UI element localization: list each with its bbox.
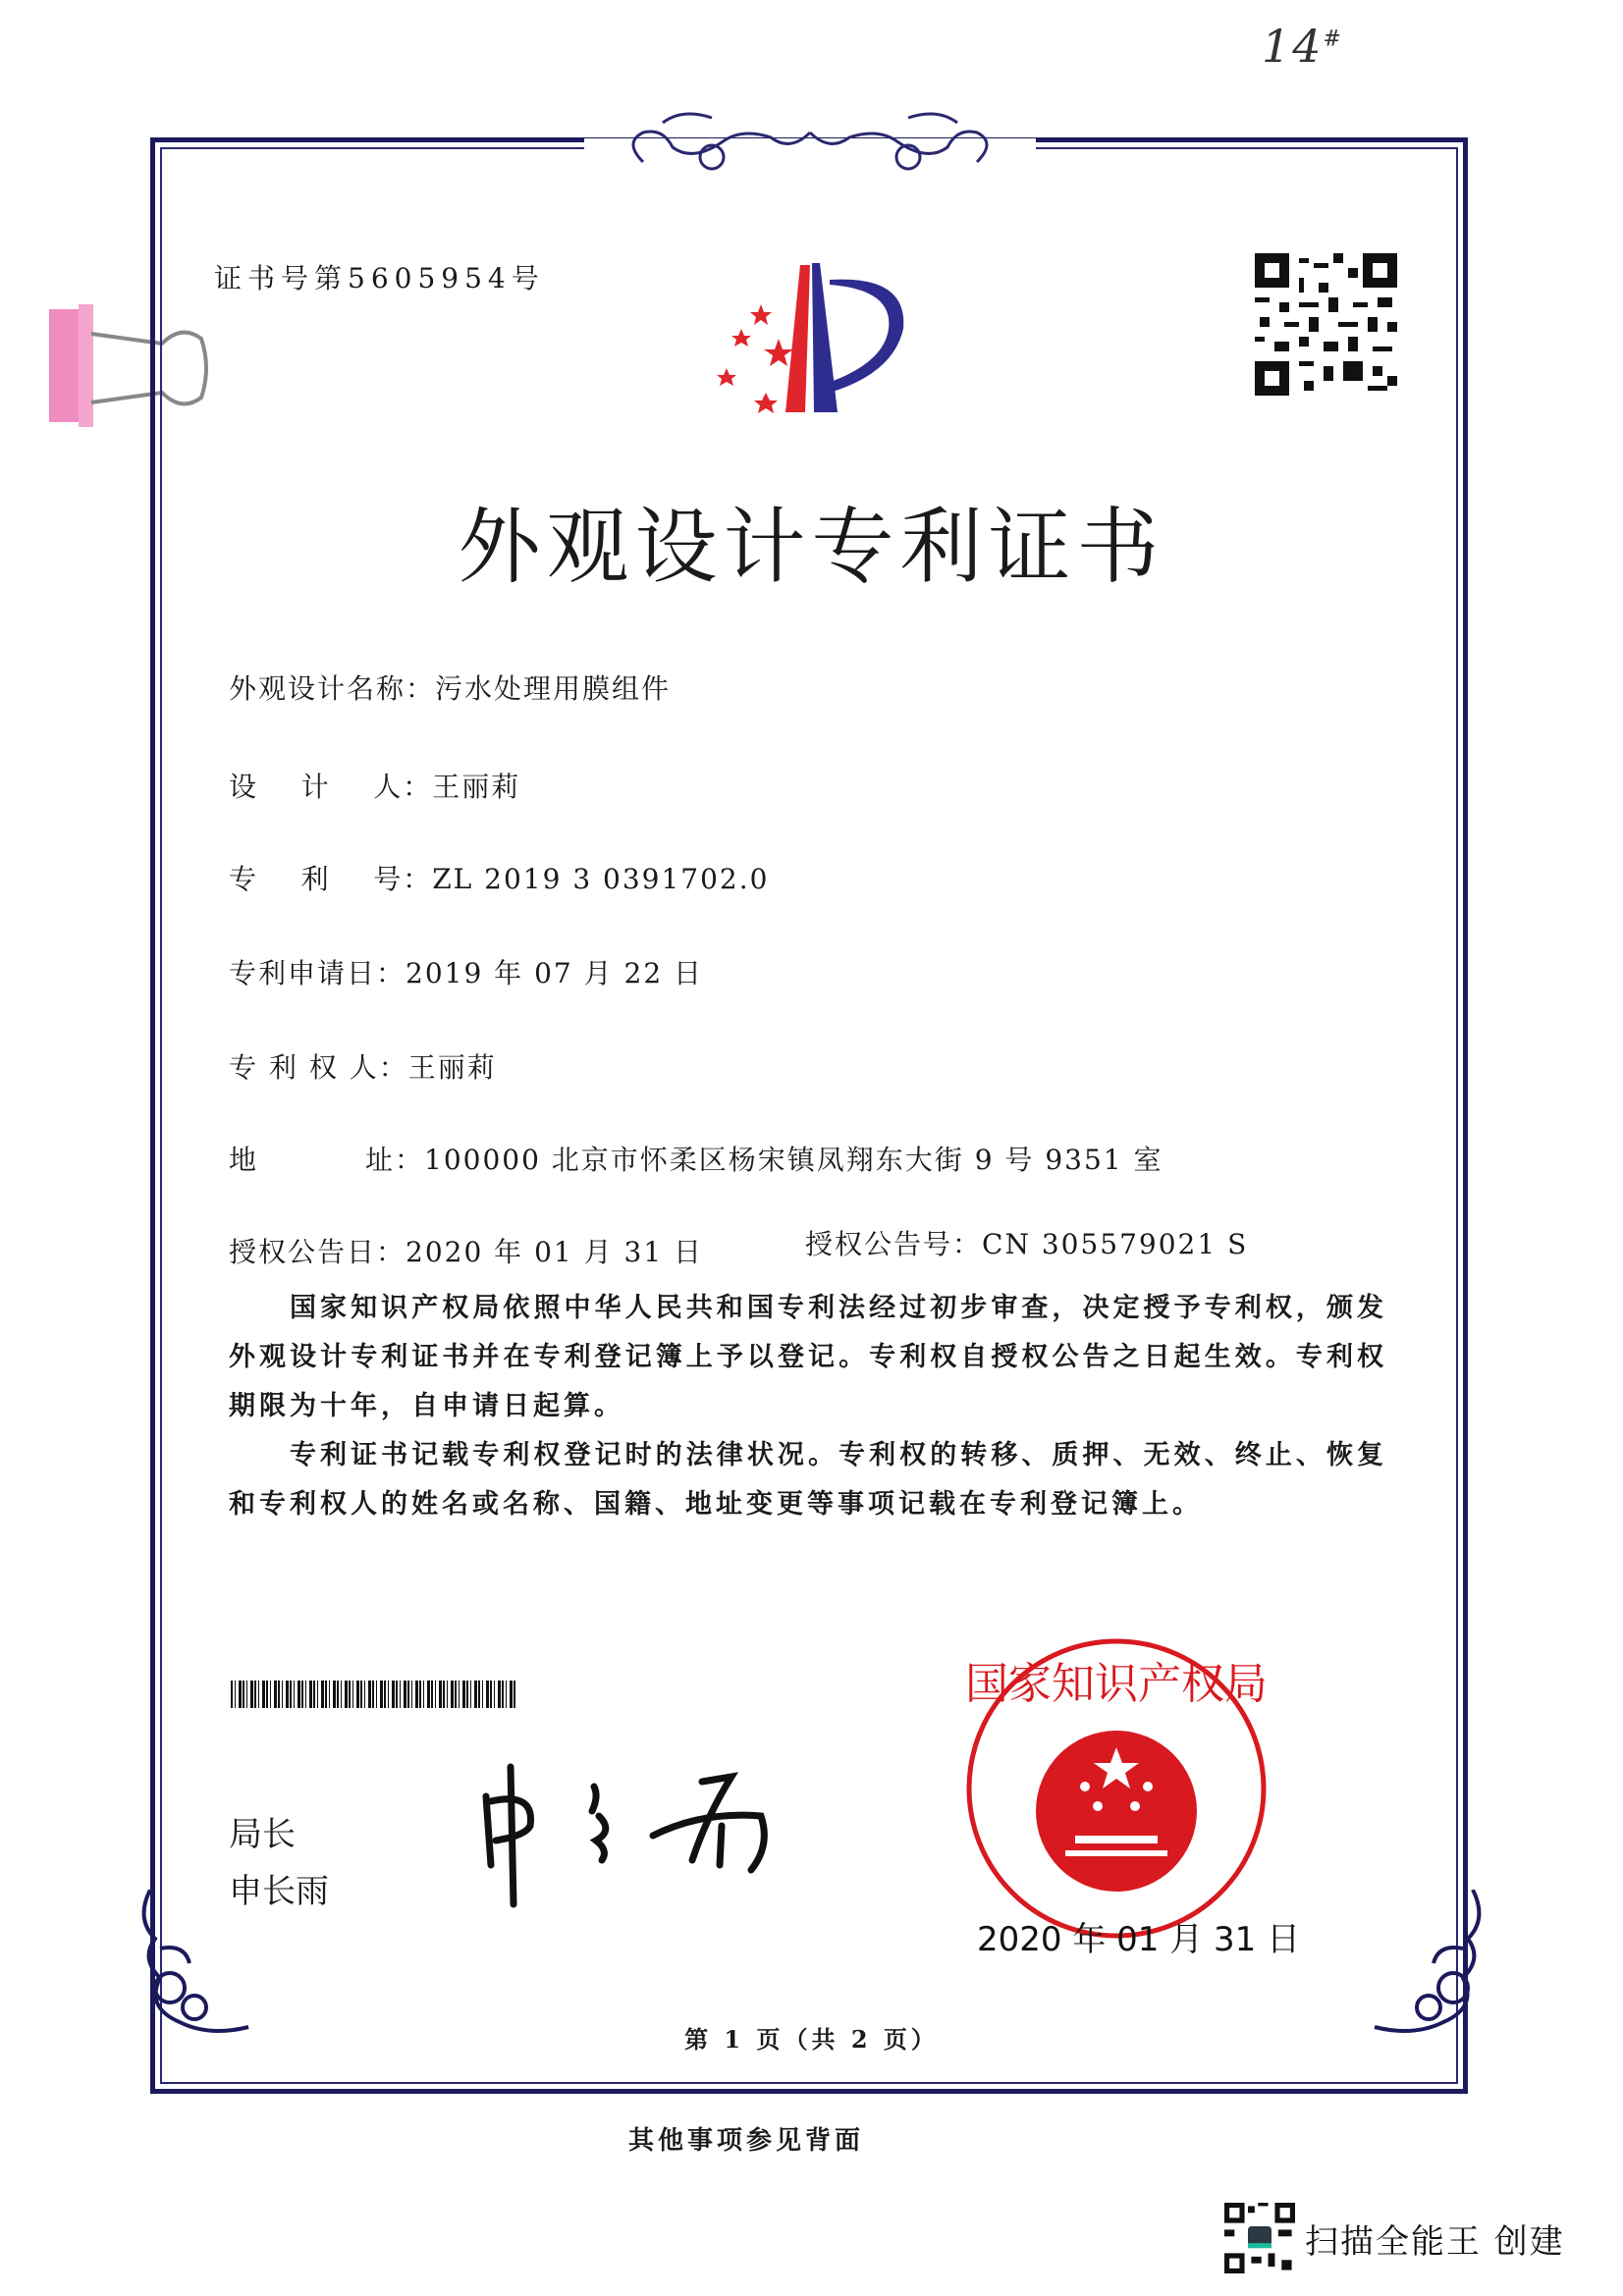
scanner-watermark-text: 扫描全能王 创建	[1305, 2221, 1565, 2262]
page-indicator: 第 1 页（共 2 页）	[684, 2025, 939, 2054]
field-grant-date: 授权公告日：2020 年 01 月 31 日	[229, 1236, 704, 1268]
barcode	[231, 1681, 515, 1708]
handwritten-mark: 14#	[1262, 20, 1343, 73]
director-name: 申长雨	[229, 1872, 329, 1911]
legal-status-paragraph: 专利证书记载专利权登记时的法律状况。专利权的转移、质押、无效、终止、恢复和专利权人的姓名或名称、国籍、地址变更等事项记载在专利登记簿上。	[229, 1440, 1387, 1520]
official-seal	[957, 1629, 1276, 1953]
see-reverse-note: 其他事项参见背面	[628, 2126, 865, 2156]
cnipa-logo-icon	[692, 245, 928, 422]
director-signature	[476, 1757, 800, 1914]
field-patentee: 专 利 权 人：王丽莉	[229, 1051, 497, 1084]
certificate-number: 证书号第5605954号	[214, 262, 545, 294]
seal-date: 2020 年 01 月 31 日	[977, 1920, 1301, 1959]
field-design-name: 外观设计名称：污水处理用膜组件	[229, 672, 672, 705]
svg-text:国家知识产权局: 国家知识产权局	[965, 1659, 1268, 1709]
certificate-title: 外观设计专利证书	[458, 499, 1165, 595]
scanner-watermark	[1224, 2203, 1565, 2273]
top-ornament	[584, 103, 1036, 182]
field-address: 地 址：100000 北京市怀柔区杨宋镇凤翔东大街 9 号 9351 室	[229, 1144, 1163, 1176]
qr-code	[1255, 253, 1397, 396]
field-designer: 设 计 人：王丽莉	[229, 771, 521, 803]
field-grant-announcement-number: 授权公告号：CN 305579021 S	[805, 1228, 1249, 1260]
director-title: 局长	[229, 1815, 296, 1854]
field-patent-number: 专 利 号：ZL 2019 3 0391702.0	[229, 863, 770, 895]
camscanner-qr-icon	[1224, 2203, 1295, 2273]
field-application-date: 专利申请日：2019 年 07 月 22 日	[229, 957, 704, 989]
grant-statement-paragraph: 国家知识产权局依照中华人民共和国专利法经过初步审查，决定授予专利权，颁发外观设计专利证书并在专利登记簿上予以登记。专利权自授权公告之日起生效。专利权期限为十年，自申请日起算。	[229, 1293, 1387, 1421]
